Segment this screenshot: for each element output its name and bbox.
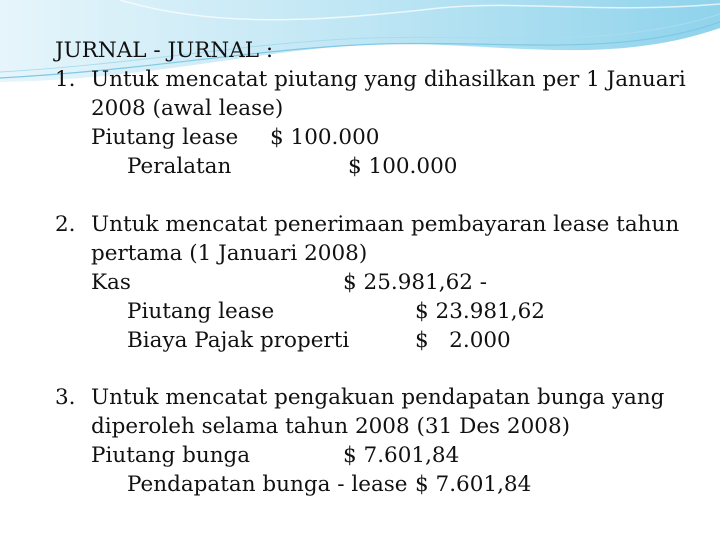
entry-3-account-2: Pendapatan bunga - lease (127, 472, 408, 497)
entry-2-account-3: Biaya Pajak properti (127, 328, 350, 353)
page-heading: JURNAL - JURNAL : (55, 38, 274, 63)
entry-3-account-1: Piutang bunga (91, 443, 251, 468)
entry-2-title-line-1: Untuk mencatat penerimaan pembayaran lease tahun (91, 212, 680, 237)
entry-2-amount-3: $ 2.000 (415, 328, 511, 353)
entry-2-amount-2: $ 23.981,62 (415, 299, 545, 324)
entry-1-amount-2: $ 100.000 (348, 154, 458, 179)
entry-3-title-line-1: Untuk mencatat pengakuan pendapatan bunga yang (91, 385, 665, 410)
entry-1-amount-1: $ 100.000 (270, 125, 380, 150)
entry-1-number: 1. (55, 67, 76, 92)
entry-1-title-line-2: 2008 (awal lease) (91, 96, 284, 121)
entry-1-account-2: Peralatan (127, 154, 232, 179)
entry-1-title-line-1: Untuk mencatat piutang yang dihasilkan per 1 Januari (91, 67, 686, 92)
entry-2-amount-1: $ 25.981,62 - (343, 270, 488, 295)
entry-2-number: 2. (55, 212, 76, 237)
entry-3-title-line-2: diperoleh selama tahun 2008 (31 Des 2008) (91, 414, 571, 439)
entry-3-amount-1: $ 7.601,84 (343, 443, 460, 468)
entry-1-account-1: Piutang lease (91, 125, 239, 150)
entry-3-number: 3. (55, 385, 76, 410)
entry-3-amount-2: $ 7.601,84 (415, 472, 532, 497)
entry-2-account-1: Kas (91, 270, 131, 295)
entry-2-account-2: Piutang lease (127, 299, 275, 324)
entry-2-title-line-2: pertama (1 Januari 2008) (91, 241, 368, 266)
